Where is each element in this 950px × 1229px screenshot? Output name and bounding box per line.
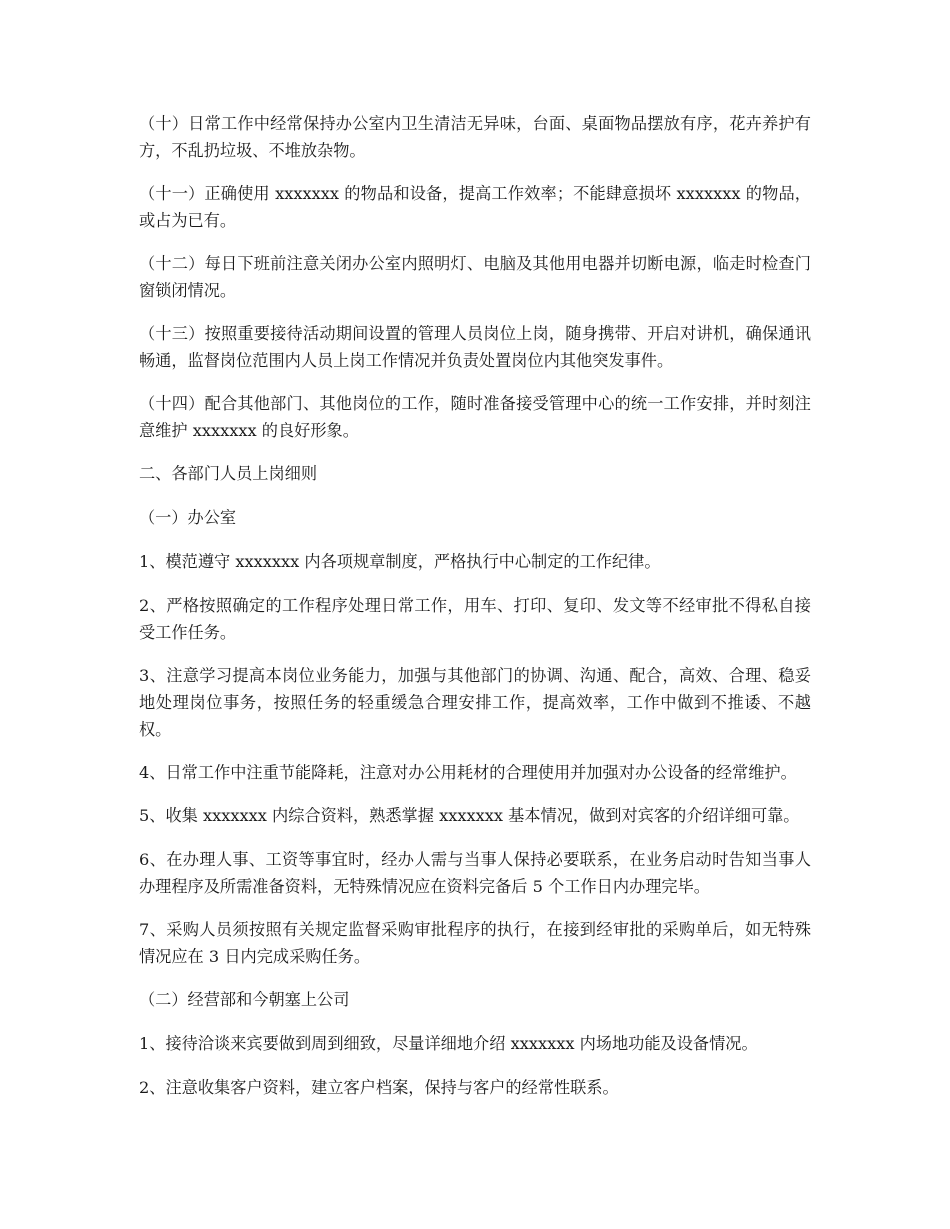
office-rule-3: 3、注意学习提高本岗位业务能力，加强与其他部门的协调、沟通、配合，高效、合理、稳妥地处理岗位事务，按照任务的轻重缓急合理安排工作，提高效率，工作中做到不推诿、不越权。 (139, 666, 811, 739)
subsection-heading-business: （二）经营部和今朝塞上公司 (139, 990, 350, 1009)
document-body (139, 110, 811, 1118)
paragraph-item-10: （十）日常工作中经常保持办公室内卫生清洁无异味，台面、桌面物品摆放有序，花卉养护有方，不乱扔垃圾、不堆放杂物。 (139, 114, 811, 160)
office-rule-1: 1、模范遵守 xxxxxxx 内各项规章制度，严格执行中心制定的工作纪律。 (139, 552, 661, 571)
office-rule-2: 2、严格按照确定的工作程序处理日常工作，用车、打印、复印、发文等不经审批不得私自接受工作任务。 (139, 596, 811, 642)
paragraph-item-14: （十四）配合其他部门、其他岗位的工作，随时准备接受管理中心的统一工作安排，并时刻注意维护 xxxxxxx 的良好形象。 (139, 394, 811, 440)
office-rule-5: 5、收集 xxxxxxx 内综合资料，熟悉掌握 xxxxxxx 基本情况，做到对宾客的介绍详细可靠。 (139, 806, 800, 825)
subsection-heading-office: （一）办公室 (139, 508, 237, 527)
office-rule-7: 7、采购人员须按照有关规定监督采购审批程序的执行，在接到经审批的采购单后，如无特殊情况应在 3 日内完成采购任务。 (139, 920, 811, 966)
business-rule-1: 1、接待洽谈来宾要做到周到细致，尽量详细地介绍 xxxxxxx 内场地功能及设备情况。 (139, 1034, 758, 1053)
paragraph-item-12: （十二）每日下班前注意关闭办公室内照明灯、电脑及其他用电器并切断电源，临走时检查门窗锁闭情况。 (139, 254, 811, 300)
office-rule-6: 6、在办理人事、工资等事宜时，经办人需与当事人保持必要联系，在业务启动时告知当事人办理程序及所需准备资料，无特殊情况应在资料完备后 5 个工作日内办理完毕。 (139, 850, 811, 896)
paragraph-item-11: （十一）正确使用 xxxxxxx 的物品和设备，提高工作效率；不能肆意损坏 xxxxxxx 的物品，或占为已有。 (139, 184, 811, 230)
office-rule-4: 4、日常工作中注重节能降耗，注意对办公用耗材的合理使用并加强对办公设备的经常维护。 (139, 763, 797, 782)
business-rule-2: 2、注意收集客户资料，建立客户档案，保持与客户的经常性联系。 (139, 1078, 619, 1097)
section-heading: 二、各部门人员上岗细则 (139, 464, 318, 483)
paragraph-item-13: （十三）按照重要接待活动期间设置的管理人员岗位上岗，随身携带、开启对讲机，确保通讯畅通，监督岗位范围内人员上岗工作情况并负责处置岗位内其他突发事件。 (139, 324, 811, 370)
